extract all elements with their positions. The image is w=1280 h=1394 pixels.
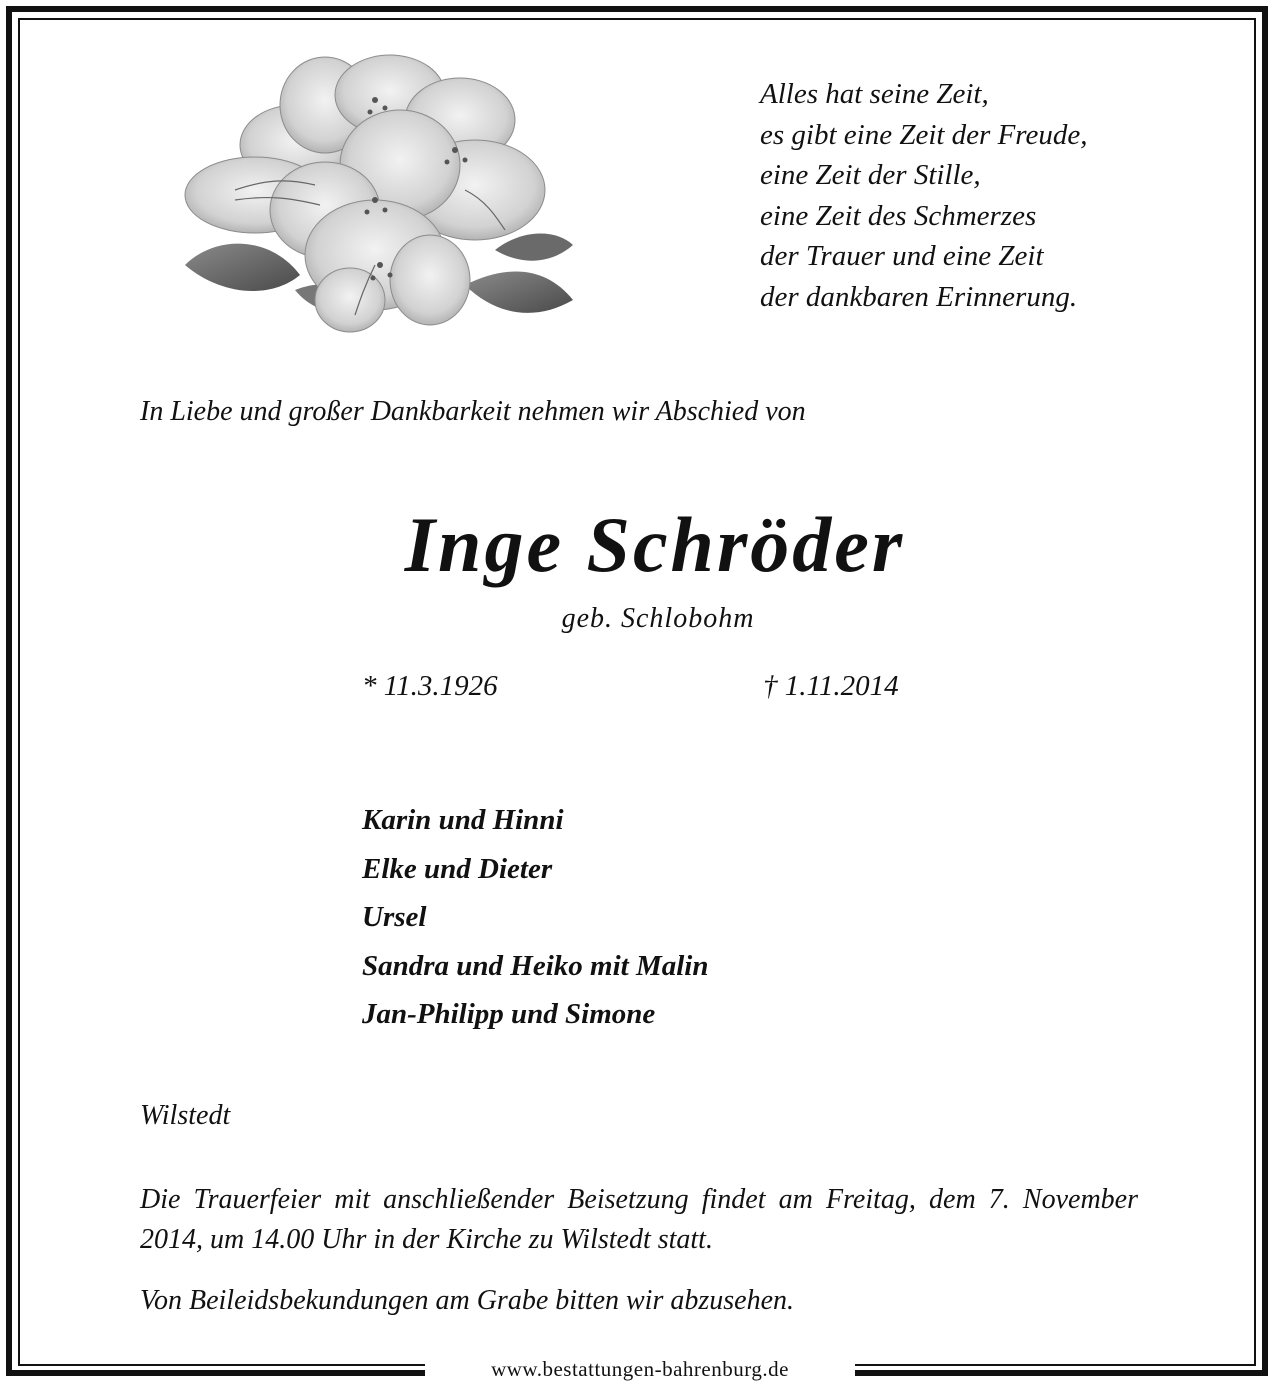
maiden-name: geb. Schlobohm (561, 603, 755, 634)
poem-line: eine Zeit der Stille, (760, 159, 981, 191)
intro-text: In Liebe und großer Dankbarkeit nehmen wir Abschied von (140, 396, 806, 427)
mourner-entry: Karin und Hinni (362, 804, 564, 836)
mourners-list (362, 796, 709, 1039)
place-name: Wilstedt (140, 1100, 231, 1131)
poem-line: eine Zeit des Schmerzes (760, 199, 1037, 232)
footer-url[interactable]: www.bestattungen-bahrenburg.de (491, 1357, 789, 1381)
flower-illustration (175, 50, 585, 340)
mourner-entry: Elke und Dieter (362, 852, 553, 885)
poem-line: der Trauer und eine Zeit (760, 240, 1044, 272)
mourner-entry: Ursel (362, 901, 427, 933)
deceased-name: Inge Schröder (404, 501, 906, 588)
poem-line: der dankbaren Erinnerung. (760, 280, 1078, 313)
service-notice: Die Trauerfeier mit anschließender Beisetzung findet am Freitag, dem 7. November 2014, um 14.00 Uhr in der Kirche zu Wilstedt statt. (140, 1184, 1138, 1255)
poem-line: es gibt eine Zeit der Freude, (760, 118, 1088, 151)
poem-line: Alles hat seine Zeit, (760, 78, 989, 110)
poem (760, 74, 1088, 317)
mourner-entry: Jan-Philipp und Simone (362, 998, 656, 1030)
condolence-note: Von Beileidsbekundungen am Grabe bitten wir abzusehen. (140, 1285, 795, 1316)
birth-date: * 11.3.1926 (362, 670, 498, 702)
mourner-entry: Sandra und Heiko mit Malin (362, 949, 709, 982)
death-date: † 1.11.2014 (763, 670, 899, 702)
